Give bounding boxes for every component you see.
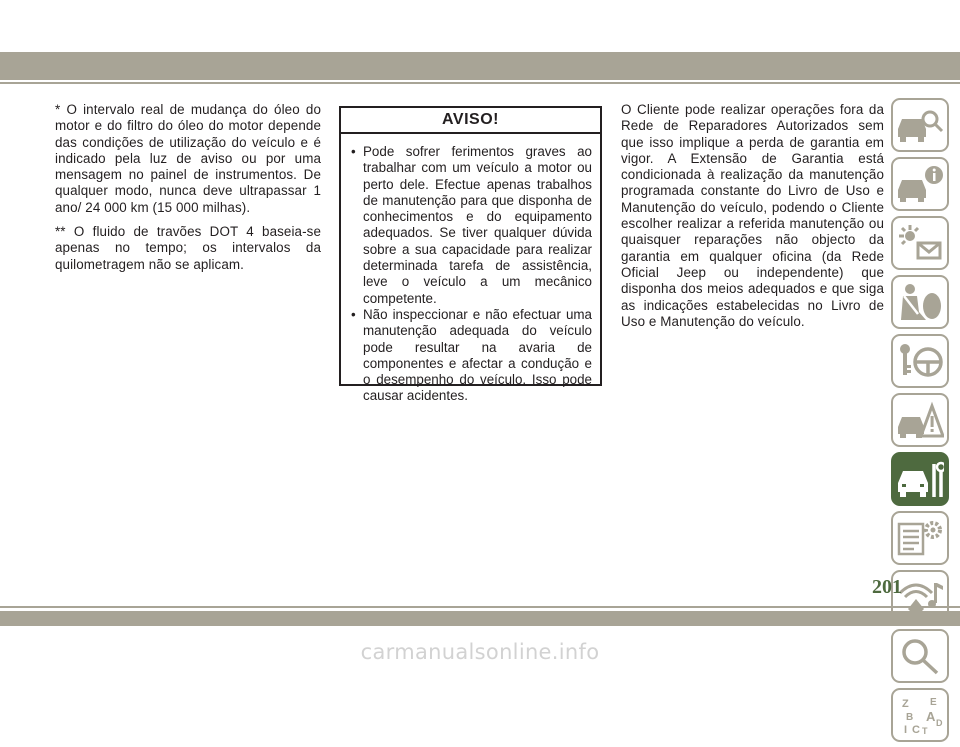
page-number: 201 — [872, 576, 902, 598]
svg-text:A: A — [926, 709, 936, 724]
footer-band — [0, 611, 960, 626]
svg-text:Z: Z — [902, 698, 909, 710]
warning-item: • Não inspeccionar e não efectuar uma manutenção adequada do veículo pode resultar na avaria de componentes e afectar a condução e o desempenho do veículo. Isso pode causar acidentes. — [351, 307, 592, 405]
tab-servicing-maintenance[interactable] — [891, 452, 949, 506]
brake-fluid-footnote: ** O fluido de travões DOT 4 baseia-se apenas no tempo; os intervalos da quilometragem não se aplicam. — [55, 224, 321, 272]
watermark: carmanualsonline.info — [360, 640, 600, 664]
svg-text:T: T — [922, 726, 928, 735]
car-info-icon — [896, 164, 944, 204]
svg-text:I: I — [904, 724, 908, 735]
car-search-icon — [896, 105, 944, 145]
warranty-paragraph: O Cliente pode realizar operações fora da Rede de Reparadores Autorizados sem que isso implique a perda de garantia em vigor. A Extensão de Garantia está condicionada à realização da manutenção programada constante do Livro de Uso e Manutenção do veículo, podendo o Cliente escolher realizar a referida manutenção ou quaisquer reparações não objecto da garantia em qualquer oficina (da Rede Oficial Jeep ou independente) que disponha dos meios adequados e que siga as indicações estabelecidas no Livro de Uso e Manutenção do veículo. — [621, 102, 884, 329]
technical-specs-icon — [896, 518, 944, 558]
footer-rule — [0, 606, 960, 608]
warning-list — [341, 144, 600, 405]
tab-emergency[interactable] — [891, 393, 949, 447]
warning-lights-message-icon — [896, 223, 944, 263]
tab-dashboard[interactable] — [891, 157, 949, 211]
tab-safety[interactable] — [891, 275, 949, 329]
oil-change-footnote: * O intervalo real de mudança do óleo do motor e do filtro do óleo do motor depende das condições de utilização do veículo e é indicado pela luz de aviso ou por uma mensagem no painel de instrumentos. De qualquer modo, nunca deve ultrapassar 1 ano/ 24 000 km (15 000 milhas). — [55, 102, 321, 215]
svg-text:D: D — [936, 718, 943, 728]
tab-starting-driving[interactable] — [891, 334, 949, 388]
warning-item: • Pode sofrer ferimentos graves ao trabalhar com um veículo a motor ou perto dele. Efectue apenas trabalhos de manutenção para que disponha de conhecimentos e do equipamento adequados. Se tiver qualquer dúvida sobre a sua capacidade para realizar determinada tarefa de assistência, leve o veículo a um mecânico competente. — [351, 144, 592, 307]
svg-text:E: E — [930, 697, 937, 708]
warning-box — [339, 106, 602, 404]
breakdown-warning-icon — [896, 400, 944, 440]
left-column — [55, 102, 321, 273]
right-column — [621, 102, 884, 330]
warning-title: AVISO! — [341, 108, 600, 134]
tab-getting-to-know[interactable] — [891, 98, 949, 152]
key-steering-wheel-icon — [896, 341, 944, 381]
tab-alphabetical-index[interactable] — [891, 688, 949, 742]
tab-warning-lights[interactable] — [891, 216, 949, 270]
seat-belt-airbag-icon — [896, 282, 944, 322]
header-band — [0, 52, 960, 80]
header-rule — [0, 82, 960, 84]
svg-text:C: C — [912, 724, 920, 735]
index-letters-icon — [896, 695, 944, 735]
svg-text:B: B — [906, 712, 914, 723]
tab-technical-specifications[interactable] — [891, 511, 949, 565]
car-service-tools-icon — [896, 459, 944, 499]
